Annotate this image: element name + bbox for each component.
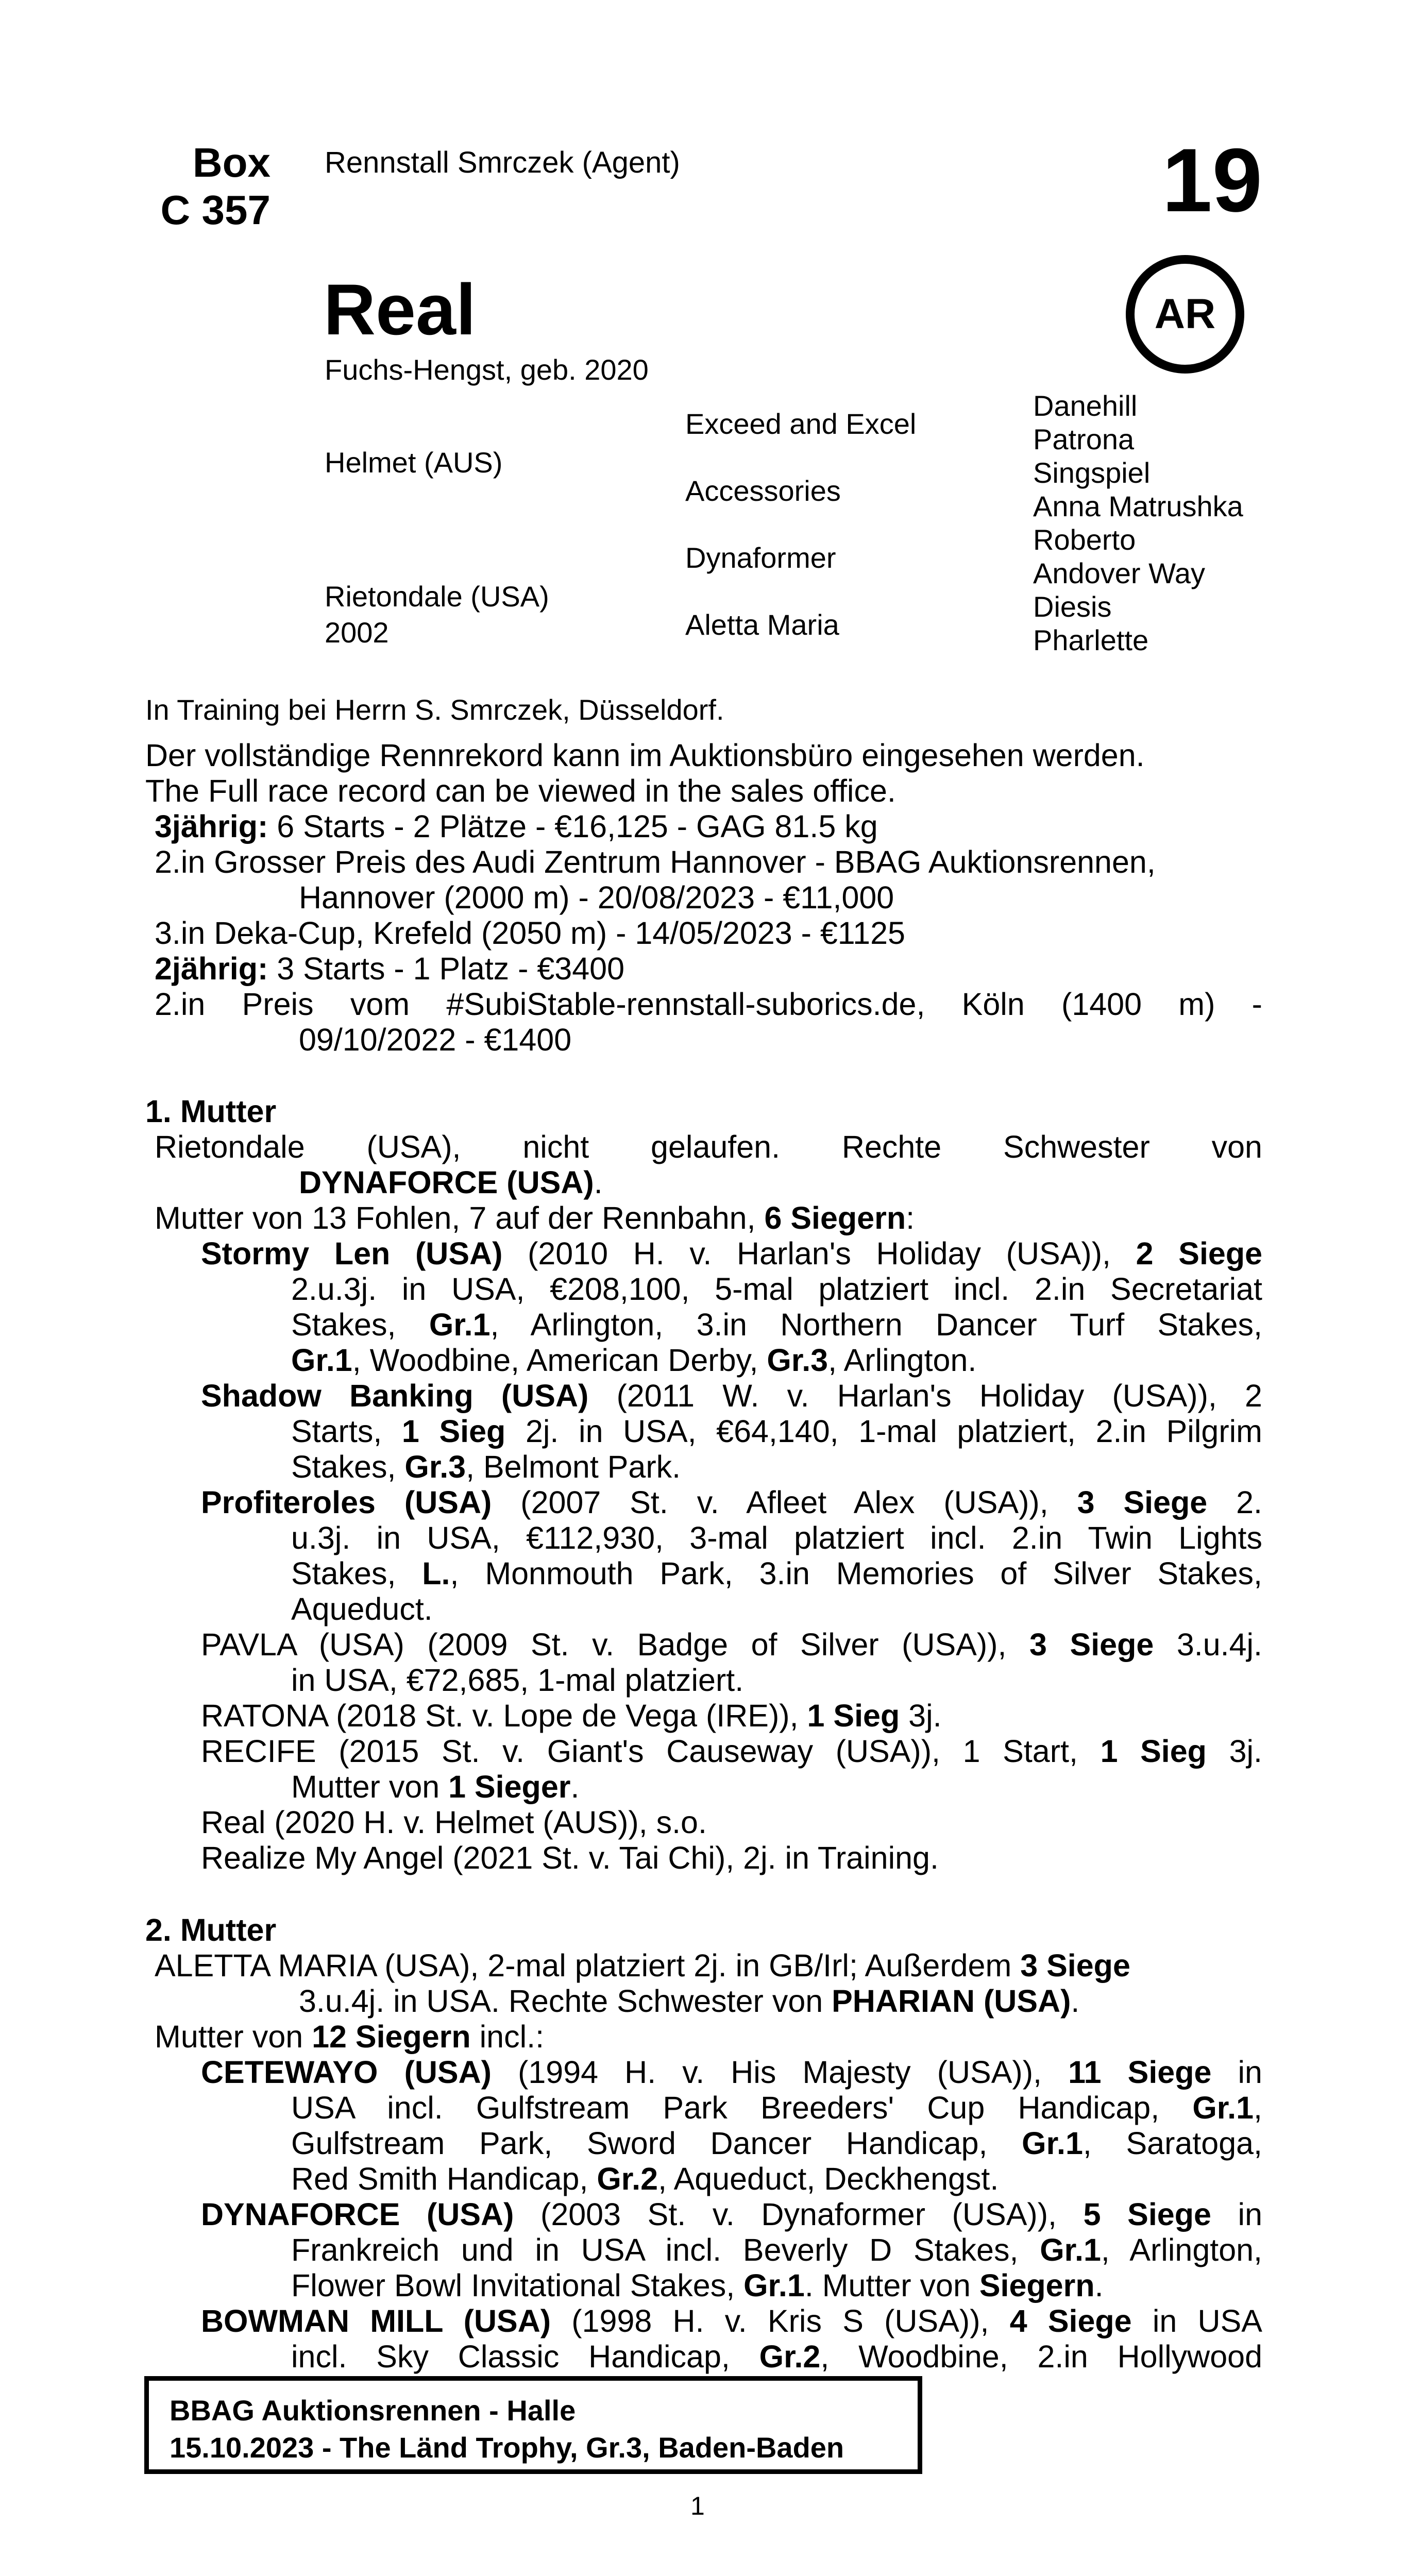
gen2-ancestor: Dynaformer bbox=[685, 541, 836, 574]
box-info bbox=[116, 139, 270, 234]
produce-entry: DYNAFORCE (USA) (2003 St. v. Dynaformer (USA)), 5 Siege in bbox=[201, 2197, 1262, 2232]
race-record-note-de: Der vollständige Rennrekord kann im Auktionsbüro eingesehen werden. bbox=[145, 738, 1145, 773]
gen2-ancestor: Exceed and Excel bbox=[685, 408, 917, 440]
ar-badge-label: AR bbox=[1154, 291, 1216, 337]
second-dam-offspring-summary: Mutter von 12 Siegern incl.: bbox=[155, 2019, 545, 2054]
race-result: 3.in Deka-Cup, Krefeld (2050 m) - 14/05/2023 - €1125 bbox=[155, 916, 905, 951]
page-number: 1 bbox=[690, 2492, 705, 2520]
eligibility-line: 15.10.2023 - The Länd Trophy, Gr.3, Baden-Baden bbox=[170, 2431, 844, 2464]
produce-detail: Gr.1, Woodbine, American Derby, Gr.3, Arlington. bbox=[291, 1343, 977, 1378]
produce-entry: RATONA (2018 St. v. Lope de Vega (IRE)), 1 Sieg 3j. bbox=[201, 1698, 942, 1733]
produce-detail: Gulfstream Park, Sword Dancer Handicap, Gr.1, Saratoga, bbox=[291, 2126, 1262, 2161]
gen3-ancestor: Patrona bbox=[1033, 423, 1135, 455]
age2-stats: 3 Starts - 1 Platz - €3400 bbox=[268, 951, 624, 986]
produce-name: DYNAFORCE (USA) bbox=[201, 2197, 514, 2232]
race-record-note-en: The Full race record can be viewed in the sales office. bbox=[145, 773, 896, 808]
produce-detail: Flower Bowl Invitational Stakes, Gr.1. Mutter von Siegern. bbox=[291, 2268, 1104, 2303]
produce-name: CETEWAYO (USA) bbox=[201, 2055, 492, 2090]
produce-name: Profiteroles (USA) bbox=[201, 1485, 492, 1520]
gen3-ancestor: Andover Way bbox=[1033, 557, 1206, 589]
offspring-count: Mutter von 13 Fohlen, 7 auf der Rennbahn, bbox=[155, 1200, 765, 1235]
sibling-name: DYNAFORCE (USA) bbox=[299, 1165, 594, 1200]
horse-description: Fuchs-Hengst, geb. 2020 bbox=[325, 353, 649, 386]
horse-name: Real bbox=[324, 269, 476, 350]
produce-detail: Frankreich und in USA incl. Beverly D Stakes, Gr.1, Arlington, bbox=[291, 2232, 1263, 2267]
produce-detail: Red Smith Handicap, Gr.2, Aqueduct, Deckhengst. bbox=[291, 2161, 999, 2196]
winners-count: 6 Siegern bbox=[764, 1200, 906, 1235]
age3-summary bbox=[155, 809, 1262, 844]
gen3-ancestor: Danehill bbox=[1033, 389, 1138, 422]
produce-detail: 2.u.3j. in USA, €208,100, 5-mal platziert incl. 2.in Secretariat bbox=[291, 1272, 1262, 1307]
produce-detail: Mutter von 1 Sieger. bbox=[291, 1769, 580, 1804]
race-result: 2.in Grosser Preis des Audi Zentrum Hannover - BBAG Auktionsrennen, bbox=[155, 844, 1156, 879]
produce-detail: u.3j. in USA, €112,930, 3-mal platziert incl. 2.in Twin Lights bbox=[291, 1520, 1262, 1555]
dam: Rietondale (USA) bbox=[325, 580, 549, 613]
first-dam-offspring-summary: Mutter von 13 Fohlen, 7 auf der Rennbahn, 6 Siegern: bbox=[155, 1200, 915, 1235]
lot-number: 19 bbox=[1162, 130, 1262, 231]
produce-detail: Aqueduct. bbox=[291, 1591, 433, 1626]
produce-detail: incl. Sky Classic Handicap, Gr.2, Woodbine, 2.in Hollywood bbox=[291, 2339, 1263, 2374]
eligibility-line: BBAG Auktionsrennen - Halle bbox=[170, 2394, 576, 2427]
age2-label: 2jährig: bbox=[155, 951, 268, 986]
race-result-cont: 09/10/2022 - €1400 bbox=[299, 1022, 572, 1057]
sire: Helmet (AUS) bbox=[325, 446, 503, 479]
race-eligibility-box bbox=[144, 2376, 922, 2474]
dam-year: 2002 bbox=[325, 616, 389, 649]
second-dam-line: 3.u.4j. in USA. Rechte Schwester von PHARIAN (USA). bbox=[299, 1984, 1080, 2019]
training-note: In Training bei Herrn S. Smrczek, Düsseldorf. bbox=[145, 693, 724, 726]
age2-summary bbox=[155, 951, 1262, 987]
produce-detail: in USA, €72,685, 1-mal platziert. bbox=[291, 1663, 744, 1698]
produce-entry: PAVLA (USA) (2009 St. v. Badge of Silver (USA)), 3 Siege 3.u.4j. bbox=[201, 1627, 1263, 1662]
produce-entry: Shadow Banking (USA) (2011 W. v. Harlan's Holiday (USA)), 2 bbox=[201, 1378, 1262, 1413]
first-dam-line: Rietondale (USA), nicht gelaufen. Rechte Schwester von bbox=[155, 1129, 1262, 1164]
ar-badge bbox=[1126, 255, 1244, 374]
produce-detail: Starts, 1 Sieg 2j. in USA, €64,140, 1-mal platziert, 2.in Pilgrim bbox=[291, 1414, 1262, 1449]
gen3-ancestor: Pharlette bbox=[1033, 624, 1149, 656]
age3-stats: 6 Starts - 2 Plätze - €16,125 - GAG 81.5 kg bbox=[268, 809, 878, 844]
produce-name: Stormy Len (USA) bbox=[201, 1236, 503, 1271]
produce-detail: Stakes, L., Monmouth Park, 3.in Memories of Silver Stakes, bbox=[291, 1556, 1262, 1591]
gen3-ancestor: Roberto bbox=[1033, 523, 1136, 556]
produce-entry: Profiteroles (USA) (2007 St. v. Afleet Alex (USA)), 3 Siege 2. bbox=[201, 1485, 1263, 1520]
age3-label: 3jährig: bbox=[155, 809, 268, 844]
produce-name: Shadow Banking (USA) bbox=[201, 1378, 589, 1413]
first-dam-heading: 1. Mutter bbox=[145, 1094, 277, 1129]
second-dam-line: ALETTA MARIA (USA), 2-mal platziert 2j. in GB/Irl; Außerdem 3 Siege bbox=[155, 1948, 1130, 1983]
gen2-ancestor: Accessories bbox=[685, 474, 841, 507]
produce-entry: CETEWAYO (USA) (1994 H. v. His Majesty (USA)), 11 Siege in bbox=[201, 2055, 1262, 2090]
box-number: C 357 bbox=[160, 187, 270, 233]
second-dam-heading: 2. Mutter bbox=[145, 1912, 277, 1947]
produce-entry: Realize My Angel (2021 St. v. Tai Chi), 2j. in Training. bbox=[201, 1840, 939, 1875]
race-result-cont: Hannover (2000 m) - 20/08/2023 - €11,000 bbox=[299, 880, 894, 915]
produce-detail: Stakes, Gr.1, Arlington, 3.in Northern Dancer Turf Stakes, bbox=[291, 1307, 1262, 1342]
produce-entry: Real (2020 H. v. Helmet (AUS)), s.o. bbox=[201, 1805, 707, 1840]
consignor: Rennstall Smrczek (Agent) bbox=[325, 146, 680, 179]
box-label: Box bbox=[192, 140, 270, 185]
gen3-ancestor: Anna Matrushka bbox=[1033, 490, 1243, 522]
gen3-ancestor: Diesis bbox=[1033, 590, 1112, 623]
race-result: 2.in Preis vom #SubiStable-rennstall-suborics.de, Köln (1400 m) - bbox=[155, 987, 1262, 1022]
produce-name: BOWMAN MILL (USA) bbox=[201, 2303, 551, 2338]
gen2-ancestor: Aletta Maria bbox=[685, 608, 839, 641]
produce-entry: Stormy Len (USA) (2010 H. v. Harlan's Holiday (USA)), 2 Siege bbox=[201, 1236, 1263, 1271]
produce-entry: RECIFE (2015 St. v. Giant's Causeway (USA)), 1 Start, 1 Sieg 3j. bbox=[201, 1734, 1263, 1769]
produce-detail: USA incl. Gulfstream Park Breeders' Cup Handicap, Gr.1, bbox=[291, 2090, 1262, 2125]
first-dam-sibling: DYNAFORCE (USA). bbox=[299, 1165, 603, 1200]
produce-entry: BOWMAN MILL (USA) (1998 H. v. Kris S (USA)), 4 Siege in USA bbox=[201, 2303, 1262, 2338]
gen3-ancestor: Singspiel bbox=[1033, 456, 1151, 489]
produce-detail: Stakes, Gr.3, Belmont Park. bbox=[291, 1449, 681, 1484]
